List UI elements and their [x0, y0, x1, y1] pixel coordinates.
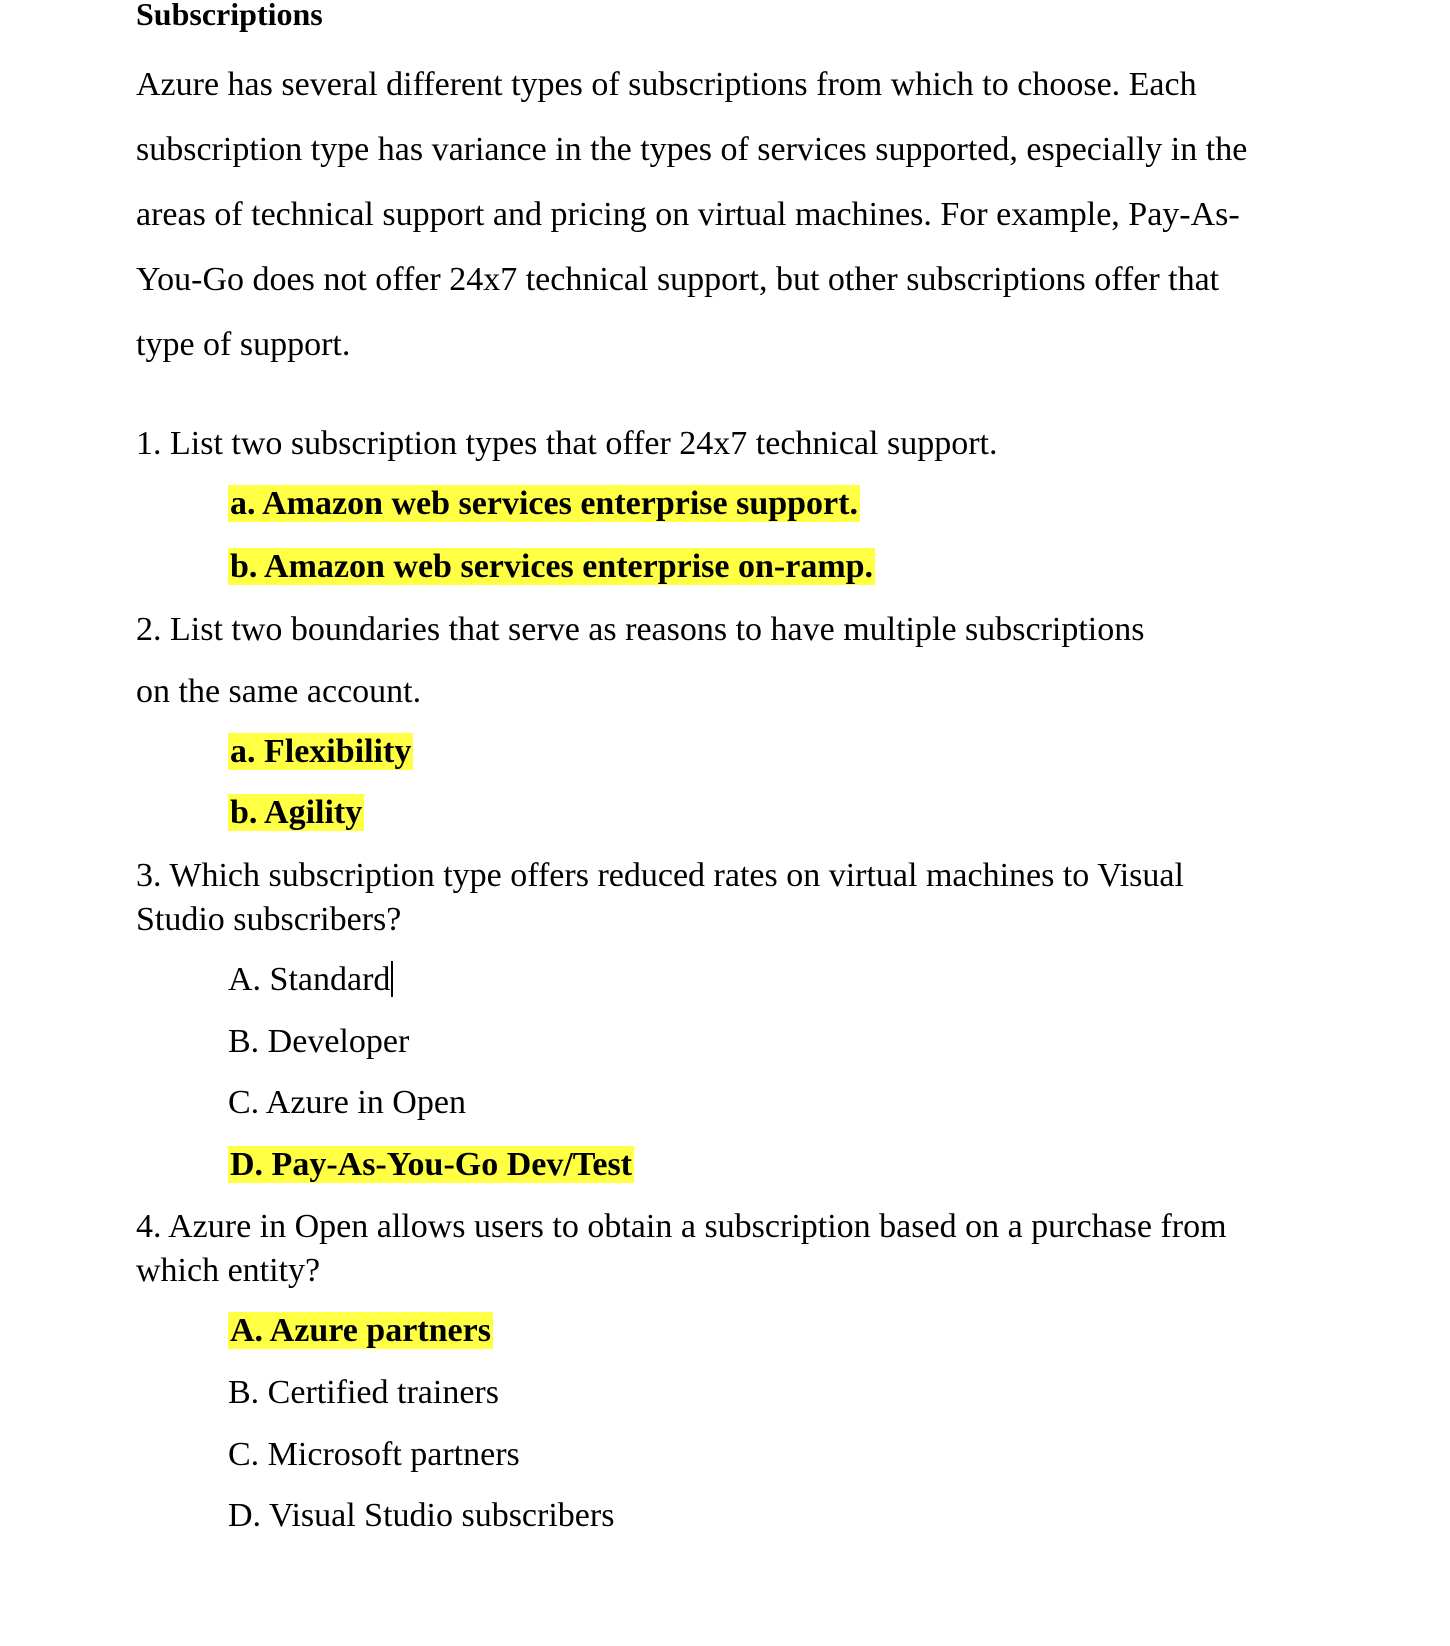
highlighted-answer: A. Azure partners — [230, 1312, 491, 1349]
question-3-option-d[interactable] — [228, 1143, 634, 1187]
option-text: C. Microsoft partners — [228, 1436, 520, 1473]
question-3-prompt[interactable]: 3. Which subscription type offers reduced rates on virtual machines to Visual Studio subscribers? — [136, 857, 1184, 938]
question-4-option-a[interactable] — [228, 1309, 493, 1353]
question-2-prompt-line2[interactable]: on the same account. — [136, 673, 422, 710]
question-1-prompt[interactable]: 1. List two subscription types that offer 24x7 technical support. — [136, 425, 998, 462]
question-3-option-c[interactable] — [228, 1081, 466, 1125]
highlighted-answer: a. Flexibility — [230, 733, 412, 770]
question-4-prompt[interactable]: 4. Azure in Open allows users to obtain a subscription based on a purchase from which entity? — [136, 1208, 1227, 1289]
question-4-option-b[interactable] — [228, 1371, 499, 1415]
question-2-prompt-line1[interactable]: 2. List two boundaries that serve as reasons to have multiple subscriptions — [136, 611, 1145, 648]
text-cursor-icon — [391, 961, 393, 997]
question-4-option-d[interactable] — [228, 1494, 614, 1538]
option-text: B. Certified trainers — [228, 1374, 499, 1411]
question-1-answer-b[interactable] — [228, 545, 875, 589]
highlighted-answer: D. Pay-As-You-Go Dev/Test — [230, 1146, 633, 1183]
option-text: C. Azure in Open — [228, 1084, 466, 1121]
intro-paragraph[interactable]: Azure has several different types of subscriptions from which to choose. Each subscription type has variance in the types of services supported, especially in the areas of technical support and pricing on virtual machines. For example, Pay-As-You-Go does not offer 24x7 technical support, but other subscriptions offer that type of support. — [136, 66, 1248, 363]
option-text: D. Visual Studio subscribers — [228, 1497, 615, 1534]
question-3-option-b[interactable] — [228, 1020, 409, 1064]
section-heading: Subscriptions — [136, 0, 323, 32]
question-4-option-c[interactable] — [228, 1433, 520, 1477]
question-3-option-a[interactable] — [228, 958, 393, 1002]
question-2-answer-b[interactable] — [228, 791, 364, 835]
option-text: A. Standard — [228, 961, 391, 998]
highlighted-answer: b. Agility — [230, 794, 363, 831]
highlighted-answer: b. Amazon web services enterprise on-ramp. — [230, 548, 874, 585]
highlighted-answer: a. Amazon web services enterprise support. — [230, 485, 858, 522]
question-2-answer-a[interactable] — [228, 730, 413, 774]
question-1-answer-a[interactable] — [228, 482, 860, 526]
option-text: B. Developer — [228, 1023, 410, 1060]
